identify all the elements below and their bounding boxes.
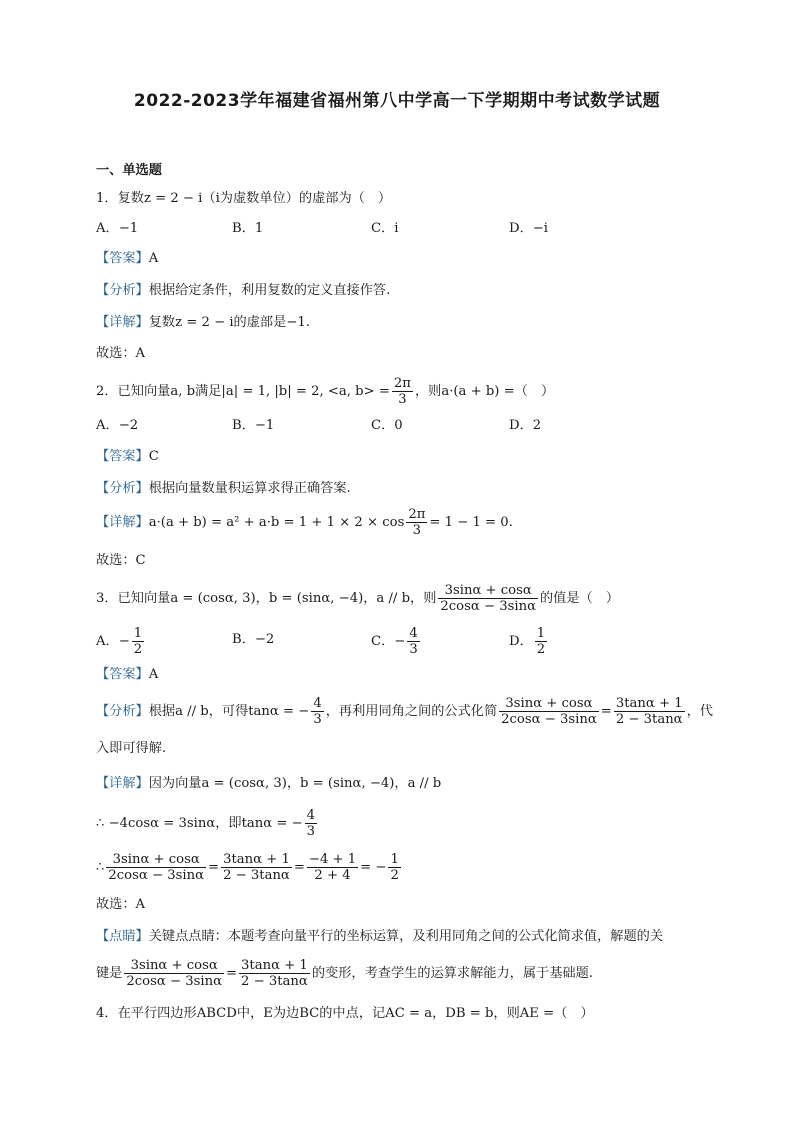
q1-detail-line xyxy=(96,313,310,333)
q3-analysis-b: ，再利用同角之间的公式化简 xyxy=(325,704,498,719)
option-fraction xyxy=(407,626,419,657)
fraction-numerator: 3sinα + cosα xyxy=(499,696,599,712)
fraction-denominator: 2 xyxy=(133,642,143,657)
analysis-fraction xyxy=(311,696,323,727)
detail-tag: 【详解】 xyxy=(96,515,149,530)
analysis-tag: 【分析】 xyxy=(96,704,149,719)
q2-stem-a: 2．已知向量a, b满足|a| = 1, |b| = 2, <a, b> = xyxy=(96,384,390,399)
q2-answer: C xyxy=(148,449,159,464)
q2-stem-fraction xyxy=(392,376,413,407)
q2-option-b: B．−1 xyxy=(232,418,275,433)
equals-sign: = xyxy=(293,860,305,875)
fraction-denominator: 2 xyxy=(390,868,399,883)
q3-points-line2 xyxy=(96,958,593,989)
q3-detail-line2 xyxy=(96,808,319,839)
q3-analysis-line xyxy=(96,696,713,727)
q3-detail-l3a: ∴ xyxy=(96,860,105,875)
q3-points-b1: 键是 xyxy=(96,966,123,981)
fraction-denominator: 3 xyxy=(398,392,407,407)
fraction-denominator: 3 xyxy=(313,712,322,727)
analysis-tag: 【分析】 xyxy=(96,481,149,496)
section-heading: 一、单选题 xyxy=(96,163,162,178)
q3-answer: A xyxy=(148,667,159,682)
fraction-numerator: 3tanα + 1 xyxy=(223,852,290,867)
fraction-numerator: 3sinα + cosα xyxy=(106,852,206,868)
detail-fraction xyxy=(106,852,206,883)
fraction-numerator: 4 xyxy=(409,626,418,641)
fraction-denominator: 2cosα − 3sinα xyxy=(501,712,597,727)
q1-option-d: D．−i xyxy=(509,221,549,236)
analysis-tag: 【分析】 xyxy=(96,283,149,298)
fraction-numerator: 2π xyxy=(393,376,411,391)
q2-detail-a: a·(a + b) = a² + a·b = 1 + 1 × 2 × cos xyxy=(148,515,405,530)
option-label: A．− xyxy=(96,634,130,649)
fraction-numerator: 3tanα + 1 xyxy=(615,696,683,711)
fraction-denominator: 2cosα − 3sinα xyxy=(108,868,204,883)
points-fraction xyxy=(239,958,310,989)
option-label: C．− xyxy=(371,634,406,649)
q3-detail-l2a: ∴ −4cosα = 3sinα，即tanα = − xyxy=(96,816,303,831)
q1-answer: A xyxy=(148,251,159,266)
fraction-denominator: 2cosα − 3sinα xyxy=(126,974,222,989)
q1-stem: 1．复数z = 2 − i（i为虚数单位）的虚部为（ ） xyxy=(96,191,392,206)
q3-option-d xyxy=(509,626,549,657)
detail-tag: 【详解】 xyxy=(96,776,149,791)
q2-analysis-line xyxy=(96,479,351,499)
q2-option-c: C．0 xyxy=(371,418,403,433)
equals-sign: = xyxy=(600,704,612,719)
q3-detail-line xyxy=(96,774,441,794)
detail-fraction xyxy=(221,852,292,883)
fraction-numerator: 1 xyxy=(536,626,546,641)
q4-stem: 4．在平行四边形ABCD中，E为边BC的中点，记AC = a，DB = b，则AE =（ ） xyxy=(96,1006,594,1021)
q3-points-a: 关键点点睛：本题考查向量平行的坐标运算，及利用同角之间的公式化简求值，解题的关 xyxy=(148,929,664,944)
fraction-numerator: 1 xyxy=(390,852,399,867)
fraction-numerator: 1 xyxy=(133,626,143,641)
points-fraction xyxy=(124,958,224,989)
fraction-denominator: 2cosα − 3sinα xyxy=(440,599,536,614)
fraction-denominator: 2 xyxy=(536,642,546,657)
detail-fraction xyxy=(305,808,317,839)
fraction-numerator: 3sinα + cosα xyxy=(438,583,538,599)
q3-points-b2: 的变形，考查学生的运算求解能力，属于基础题. xyxy=(311,966,593,981)
q2-option-d: D．2 xyxy=(509,418,542,433)
q3-option-b: B．−2 xyxy=(232,632,275,647)
fraction-numerator: 3sinα + cosα xyxy=(124,958,224,974)
q1-detail: 复数z = 2 − i的虚部是−1. xyxy=(148,315,310,330)
detail-tag: 【详解】 xyxy=(96,315,149,330)
q1-option-c: C．i xyxy=(371,221,399,236)
detail-fraction xyxy=(388,852,400,883)
fraction-denominator: 2 + 4 xyxy=(314,868,351,883)
q2-detail-fraction xyxy=(406,507,427,538)
q3-detail-line3 xyxy=(96,852,403,883)
q3-stem xyxy=(96,583,619,614)
q3-analysis-c: ，代 xyxy=(686,704,713,719)
answer-tag: 【答案】 xyxy=(96,251,149,266)
q2-detail-b: = 1 − 1 = 0. xyxy=(429,515,513,530)
equals-sign: = xyxy=(225,966,238,981)
q2-stem-b: ，则a·(a + b) =（ ） xyxy=(414,384,555,399)
fraction-denominator: 3 xyxy=(409,642,418,657)
q3-option-a xyxy=(96,626,146,657)
detail-fraction xyxy=(307,852,358,883)
q2-option-a: A．−2 xyxy=(96,418,139,433)
q3-stem-b: 的值是（ ） xyxy=(540,591,620,606)
fraction-denominator: 2 − 3tanα xyxy=(241,974,308,989)
q3-option-c xyxy=(371,626,422,657)
q3-stem-fraction xyxy=(438,583,538,614)
q1-option-b: B．1 xyxy=(232,221,264,236)
equals-minus-sign: = − xyxy=(360,860,387,875)
fraction-numerator: 4 xyxy=(306,808,316,823)
answer-tag: 【答案】 xyxy=(96,449,149,464)
fraction-numerator: 3tanα + 1 xyxy=(241,958,308,973)
q3-analysis-a: 根据a // b，可得tanα = − xyxy=(148,704,310,719)
q1-analysis-line xyxy=(96,281,390,301)
analysis-fraction xyxy=(614,696,685,727)
fraction-denominator: 3 xyxy=(306,824,316,839)
q1-option-a: A．−1 xyxy=(96,221,139,236)
q2-stem xyxy=(96,376,554,407)
option-label: D． xyxy=(509,634,533,649)
q3-points-line xyxy=(96,927,663,947)
fraction-denominator: 2 − 3tanα xyxy=(223,868,290,883)
fraction-denominator: 2 − 3tanα xyxy=(615,712,683,727)
q1-answer-line xyxy=(96,249,158,269)
fraction-numerator: −4 + 1 xyxy=(308,852,357,867)
fraction-numerator: 4 xyxy=(313,696,322,711)
q3-analysis-line2: 入即可得解. xyxy=(96,741,167,756)
q3-answer-line xyxy=(96,665,158,685)
q2-analysis: 根据向量数量积运算求得正确答案. xyxy=(148,481,351,496)
q2-choose: 故选：C xyxy=(96,553,146,568)
q1-choose: 故选：A xyxy=(96,346,146,361)
q2-detail-line xyxy=(96,507,513,538)
q3-detail-a: 因为向量a = (cosα, 3)，b = (sinα, −4)，a // b xyxy=(148,776,442,791)
document-title: 2022-2023学年福建省福州第八中学高一下学期期中考试数学试题 xyxy=(133,91,661,111)
option-fraction xyxy=(132,626,144,657)
analysis-fraction xyxy=(499,696,599,727)
q3-stem-a: 3．已知向量a = (cosα, 3)，b = (sinα, −4)，a // b，则 xyxy=(96,591,437,606)
fraction-denominator: 3 xyxy=(412,523,422,538)
q1-analysis: 根据给定条件，利用复数的定义直接作答. xyxy=(148,283,391,298)
fraction-numerator: 2π xyxy=(408,507,426,522)
points-tag: 【点睛】 xyxy=(96,929,149,944)
q2-answer-line xyxy=(96,447,159,467)
q3-choose: 故选：A xyxy=(96,897,146,912)
option-fraction xyxy=(535,626,547,657)
equals-sign: = xyxy=(208,860,220,875)
answer-tag: 【答案】 xyxy=(96,667,149,682)
